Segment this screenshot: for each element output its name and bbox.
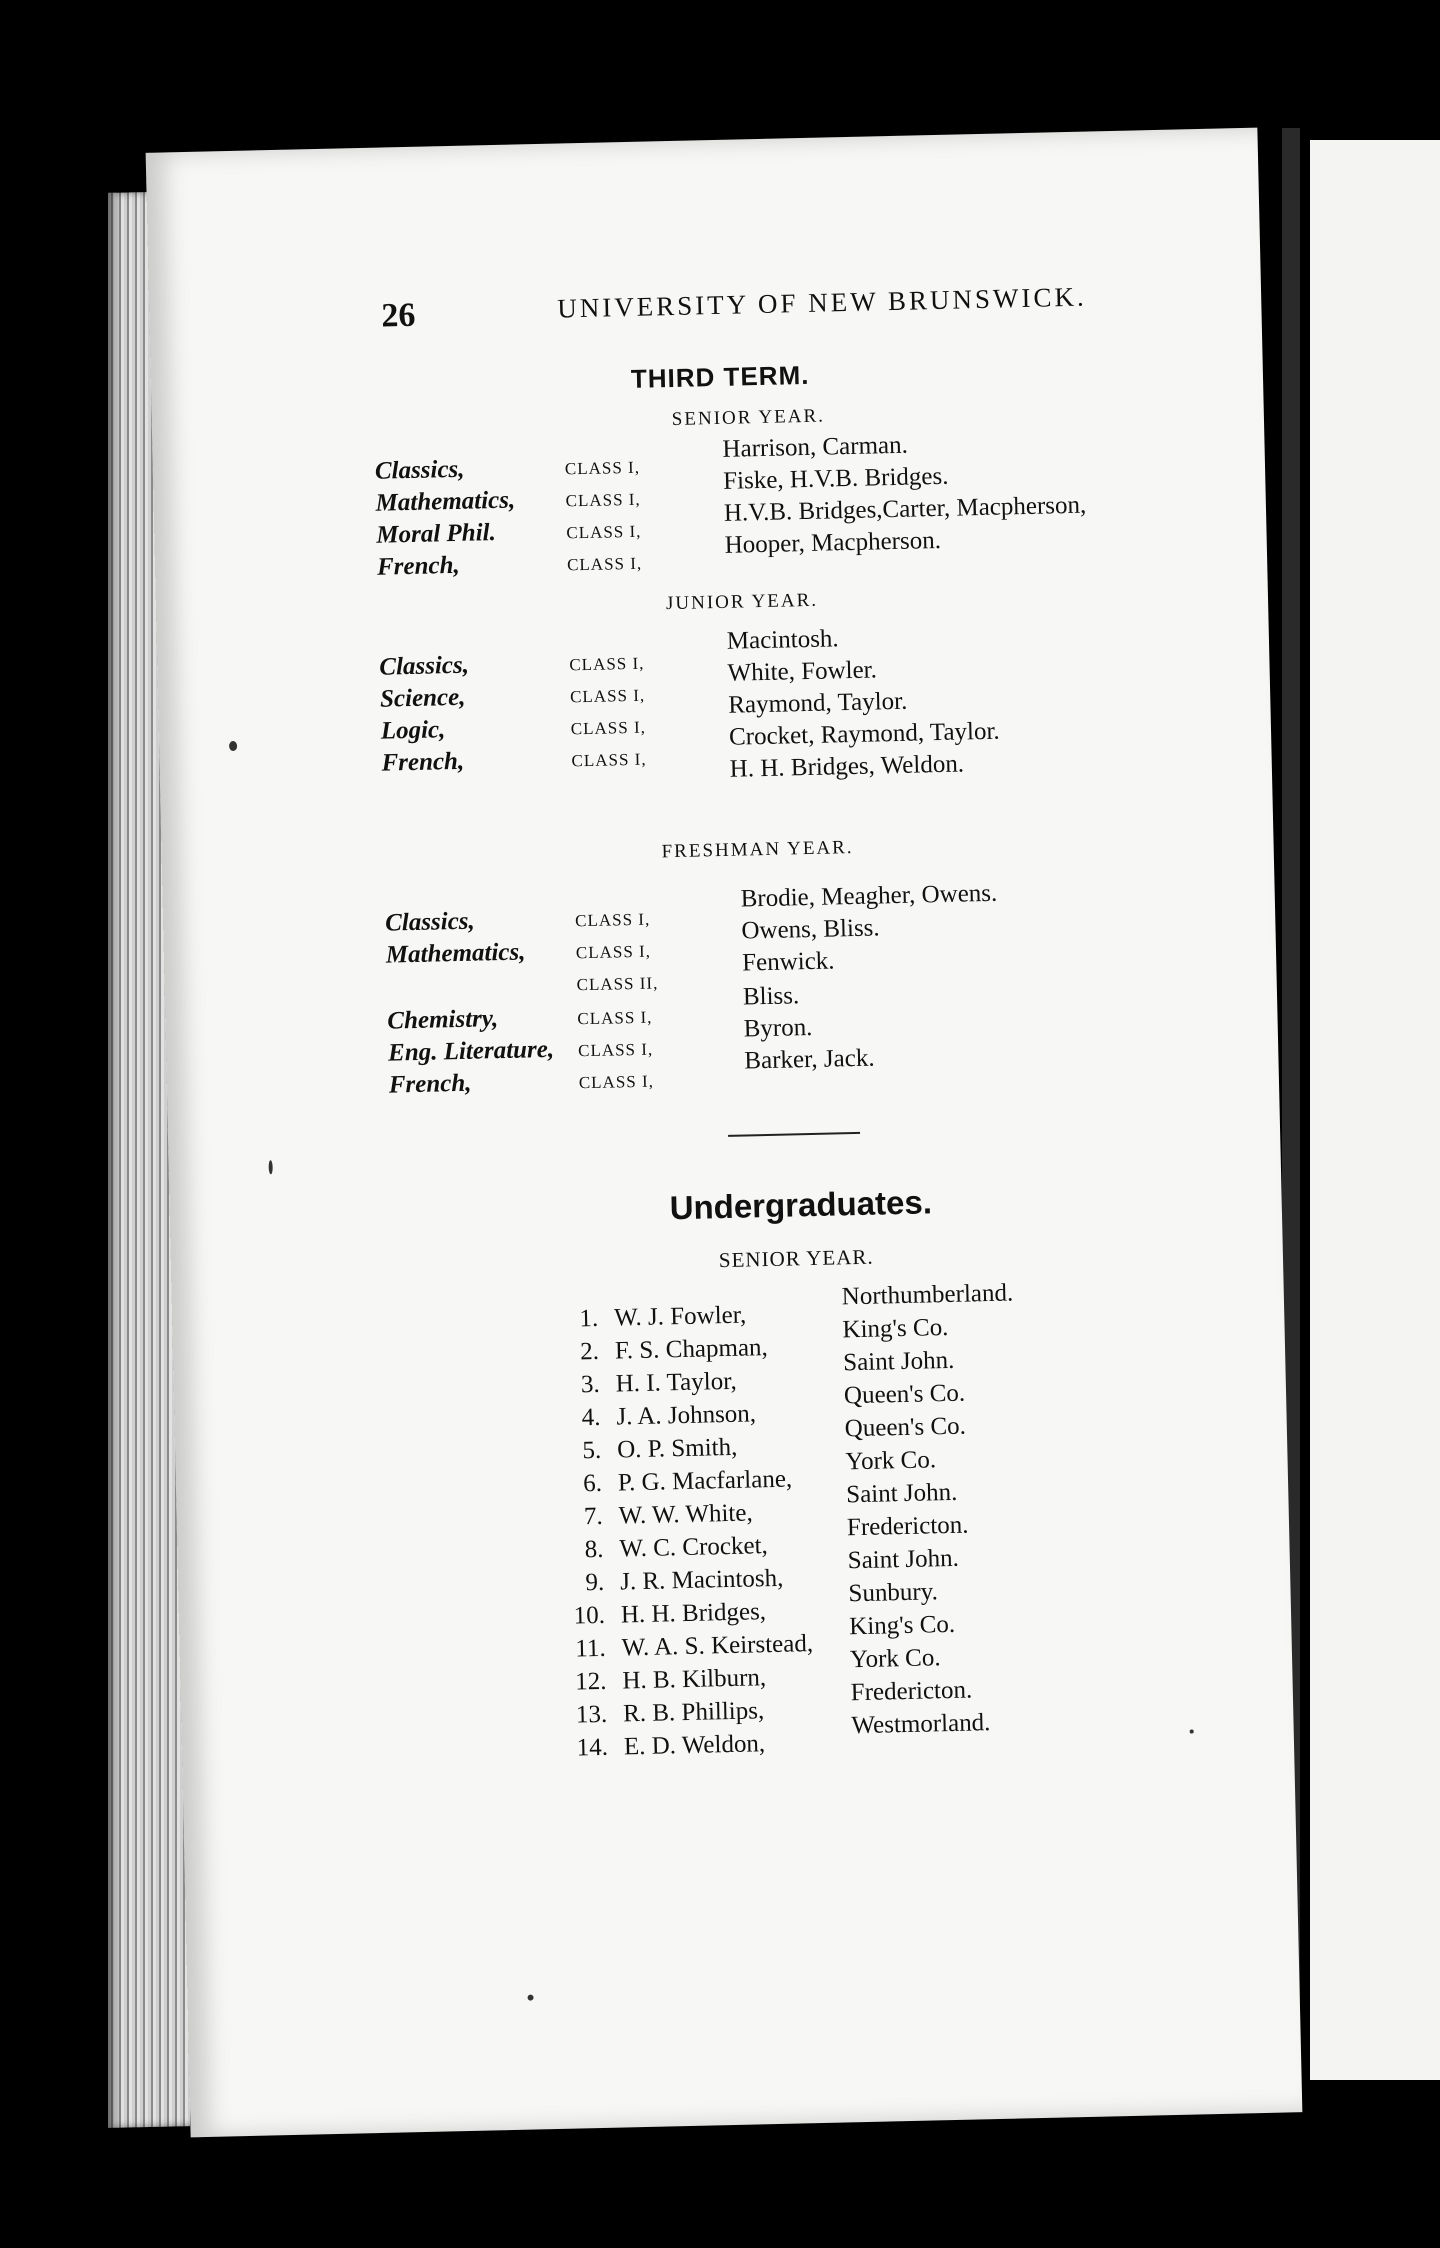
student-names: Macintosh. <box>726 625 839 655</box>
class-label: CLASS I, <box>577 1039 654 1061</box>
undergrad-senior-year-heading: SENIOR YEAR. <box>718 1244 874 1273</box>
student-names: Raymond, Taylor. <box>728 687 908 719</box>
student-names: White, Fowler. <box>727 656 878 687</box>
student-names: H. H. Bridges, Weldon. <box>729 750 965 783</box>
row-number: 7. <box>583 1502 603 1531</box>
row-number: 4. <box>581 1403 601 1432</box>
student-names: H.V.B. Bridges,Carter, Macpherson, <box>723 491 1087 527</box>
student-name: W. A. S. Keirstead, <box>621 1630 814 1662</box>
student-names: Bliss. <box>742 982 800 1011</box>
class-label: CLASS I, <box>574 909 651 931</box>
subject-label: Classics, <box>379 651 470 681</box>
subject-label: Logic, <box>380 716 446 745</box>
freshman-year-heading: FRESHMAN YEAR. <box>661 836 854 863</box>
class-label: CLASS I, <box>571 749 647 771</box>
ink-speck <box>229 741 237 751</box>
county: King's Co. <box>848 1610 956 1641</box>
student-name: H. B. Kilburn, <box>622 1664 767 1695</box>
class-label: CLASS I, <box>566 553 643 575</box>
subject-label: Mathematics, <box>375 486 516 517</box>
student-name: E. D. Weldon, <box>623 1730 766 1761</box>
county: York Co. <box>845 1446 937 1476</box>
county: Northumberland. <box>841 1279 1014 1311</box>
class-label: CLASS I, <box>570 717 647 739</box>
undergraduates-title: Undergraduates. <box>669 1183 933 1227</box>
class-label: CLASS I, <box>569 685 646 707</box>
class-label: CLASS I, <box>564 457 641 479</box>
row-number: 8. <box>584 1535 604 1564</box>
student-name: H. I. Taylor, <box>615 1367 738 1398</box>
subject-label: Chemistry, <box>387 1005 499 1035</box>
row-number: 13. <box>575 1700 608 1729</box>
row-number: 12. <box>574 1667 607 1696</box>
county: Fredericton. <box>846 1511 969 1542</box>
subject-label: French, <box>376 551 461 581</box>
county: Saint John. <box>842 1346 955 1377</box>
row-number: 14. <box>576 1733 609 1762</box>
class-label: CLASS I, <box>565 489 641 511</box>
student-name: J. R. Macintosh, <box>619 1564 784 1596</box>
county: Saint John. <box>845 1478 958 1509</box>
student-names: Byron. <box>743 1013 813 1043</box>
ink-speck <box>269 1160 273 1174</box>
class-label: CLASS I, <box>577 1007 653 1029</box>
county: King's Co. <box>842 1313 949 1344</box>
class-label: CLASS I, <box>575 941 652 963</box>
subject-label: Eng. Literature, <box>387 1035 555 1067</box>
subject-label: Classics, <box>384 907 476 937</box>
junior-year-heading: JUNIOR YEAR. <box>665 589 819 615</box>
class-label: CLASS I, <box>578 1071 655 1093</box>
student-name: R. B. Phillips, <box>622 1697 765 1728</box>
county: Queen's Co. <box>844 1412 967 1443</box>
row-number: 5. <box>582 1436 602 1465</box>
subject-label: Science, <box>379 683 466 713</box>
county: Fredericton. <box>850 1676 973 1707</box>
class-label: CLASS II, <box>576 973 659 995</box>
student-names: Fenwick. <box>741 947 835 977</box>
third-term-title: THIRD TERM. <box>630 359 810 394</box>
student-name: F. S. Chapman, <box>614 1334 769 1365</box>
county: York Co. <box>849 1644 941 1674</box>
page-header <box>149 278 1261 335</box>
county: Saint John. <box>847 1544 960 1575</box>
student-names: Hooper, Macpherson. <box>724 526 942 559</box>
student-name: J. A. Johnson, <box>616 1400 757 1431</box>
subject-label: French, <box>388 1069 472 1099</box>
running-head: UNIVERSITY OF NEW BRUNSWICK. <box>556 281 1087 324</box>
student-name: W. C. Crocket, <box>619 1532 769 1563</box>
student-name: O. P. Smith, <box>616 1433 738 1464</box>
student-name: W. W. White, <box>618 1499 753 1530</box>
student-names: Harrison, Carman. <box>722 431 909 463</box>
row-number: 9. <box>585 1568 605 1597</box>
row-number: 3. <box>580 1370 600 1399</box>
row-number: 10. <box>573 1601 606 1630</box>
ink-speck <box>528 1995 534 2001</box>
ink-speck <box>1190 1729 1194 1733</box>
student-names: Brodie, Meagher, Owens. <box>740 879 998 913</box>
row-number: 2. <box>579 1337 600 1366</box>
row-number: 1. <box>579 1304 599 1333</box>
subject-label: Moral Phil. <box>376 519 497 549</box>
student-names: Crocket, Raymond, Taylor. <box>728 717 1000 751</box>
county: Sunbury. <box>848 1578 939 1608</box>
subject-label: Mathematics, <box>385 938 526 969</box>
senior-year-heading: SENIOR YEAR. <box>671 405 826 430</box>
county: Queen's Co. <box>843 1379 966 1410</box>
row-number: 6. <box>582 1469 603 1498</box>
student-names: Barker, Jack. <box>744 1044 875 1075</box>
subject-label: Classics, <box>374 455 465 485</box>
county: Westmorland. <box>851 1709 991 1740</box>
student-name: P. G. Macfarlane, <box>617 1465 793 1497</box>
section-divider <box>728 1132 860 1137</box>
row-number: 11. <box>575 1634 606 1663</box>
student-name: W. J. Fowler, <box>613 1301 747 1332</box>
page-number: 26 <box>380 296 416 335</box>
class-label: CLASS I, <box>566 521 642 543</box>
book-page <box>146 128 1303 2138</box>
student-names: Fiske, H.V.B. Bridges. <box>722 462 949 495</box>
facing-page <box>1310 140 1440 2080</box>
class-label: CLASS I, <box>569 653 645 675</box>
subject-label: French, <box>381 747 465 777</box>
student-names: Owens, Bliss. <box>741 914 880 945</box>
page-content <box>146 128 1303 2138</box>
student-name: H. H. Bridges, <box>620 1598 767 1629</box>
